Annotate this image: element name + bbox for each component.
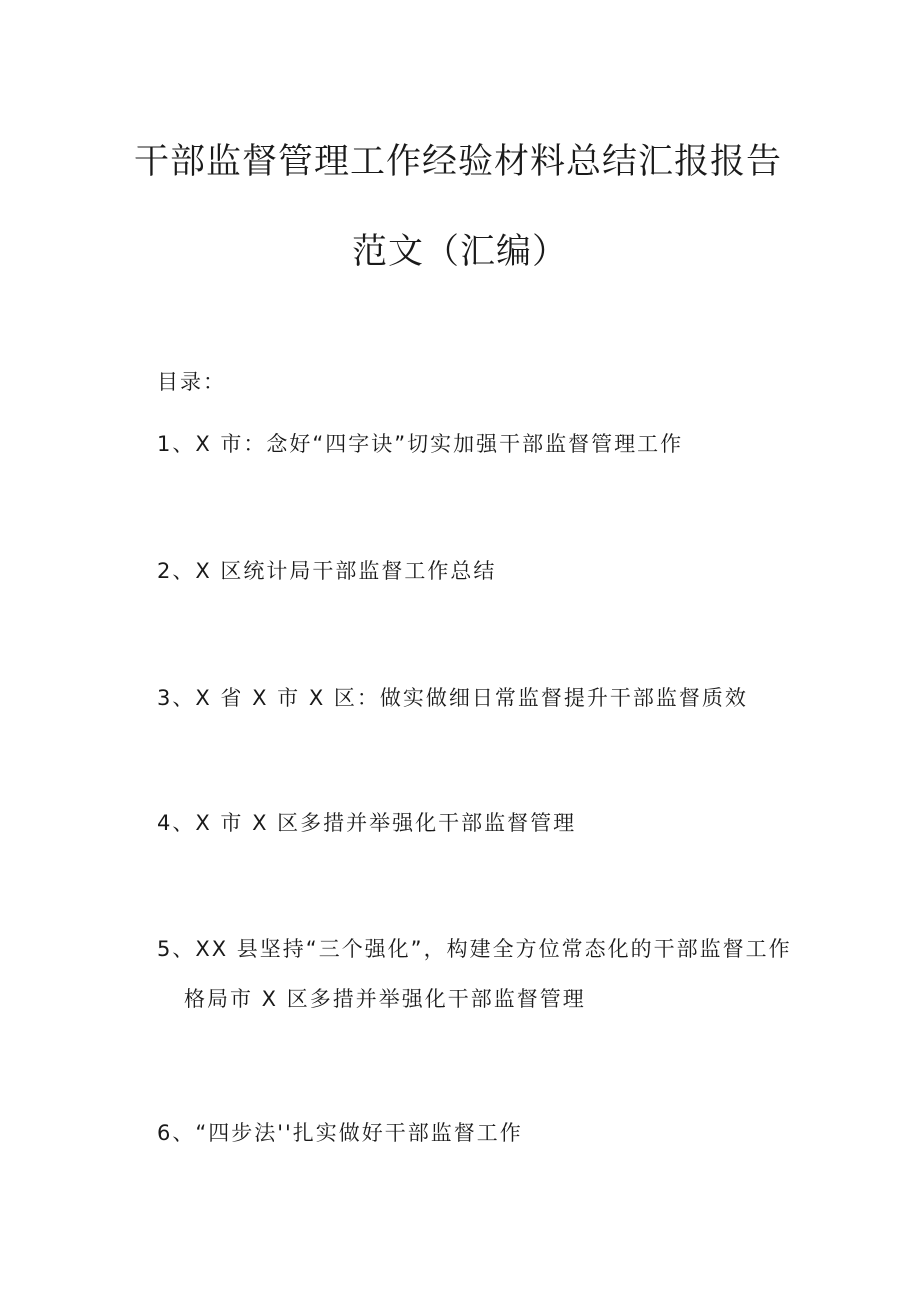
- document-title-line-1: 干部监督管理工作经验材料总结汇报报告: [133, 142, 782, 182]
- toc-item: 3、X 省 X 市 X 区：做实做细日常监督提升干部监督质效: [157, 686, 748, 710]
- toc-item: 4、X 市 X 区多措并举强化干部监督管理: [157, 811, 577, 835]
- toc-item: 6、“四步法''扎实做好干部监督工作: [157, 1121, 523, 1145]
- document-title-line-2: 范文（汇编）: [351, 232, 568, 272]
- toc-heading: 目录：: [157, 370, 226, 394]
- toc-item-continuation: 格局市 X 区多措并举强化干部监督管理: [184, 987, 586, 1011]
- toc-item: 1、X 市：念好“四字诀”切实加强干部监督管理工作: [157, 432, 684, 456]
- toc-item: 2、X 区统计局干部监督工作总结: [157, 559, 497, 583]
- toc-item: 5、XX 县坚持“三个强化”，构建全方位常态化的干部监督工作: [157, 937, 792, 961]
